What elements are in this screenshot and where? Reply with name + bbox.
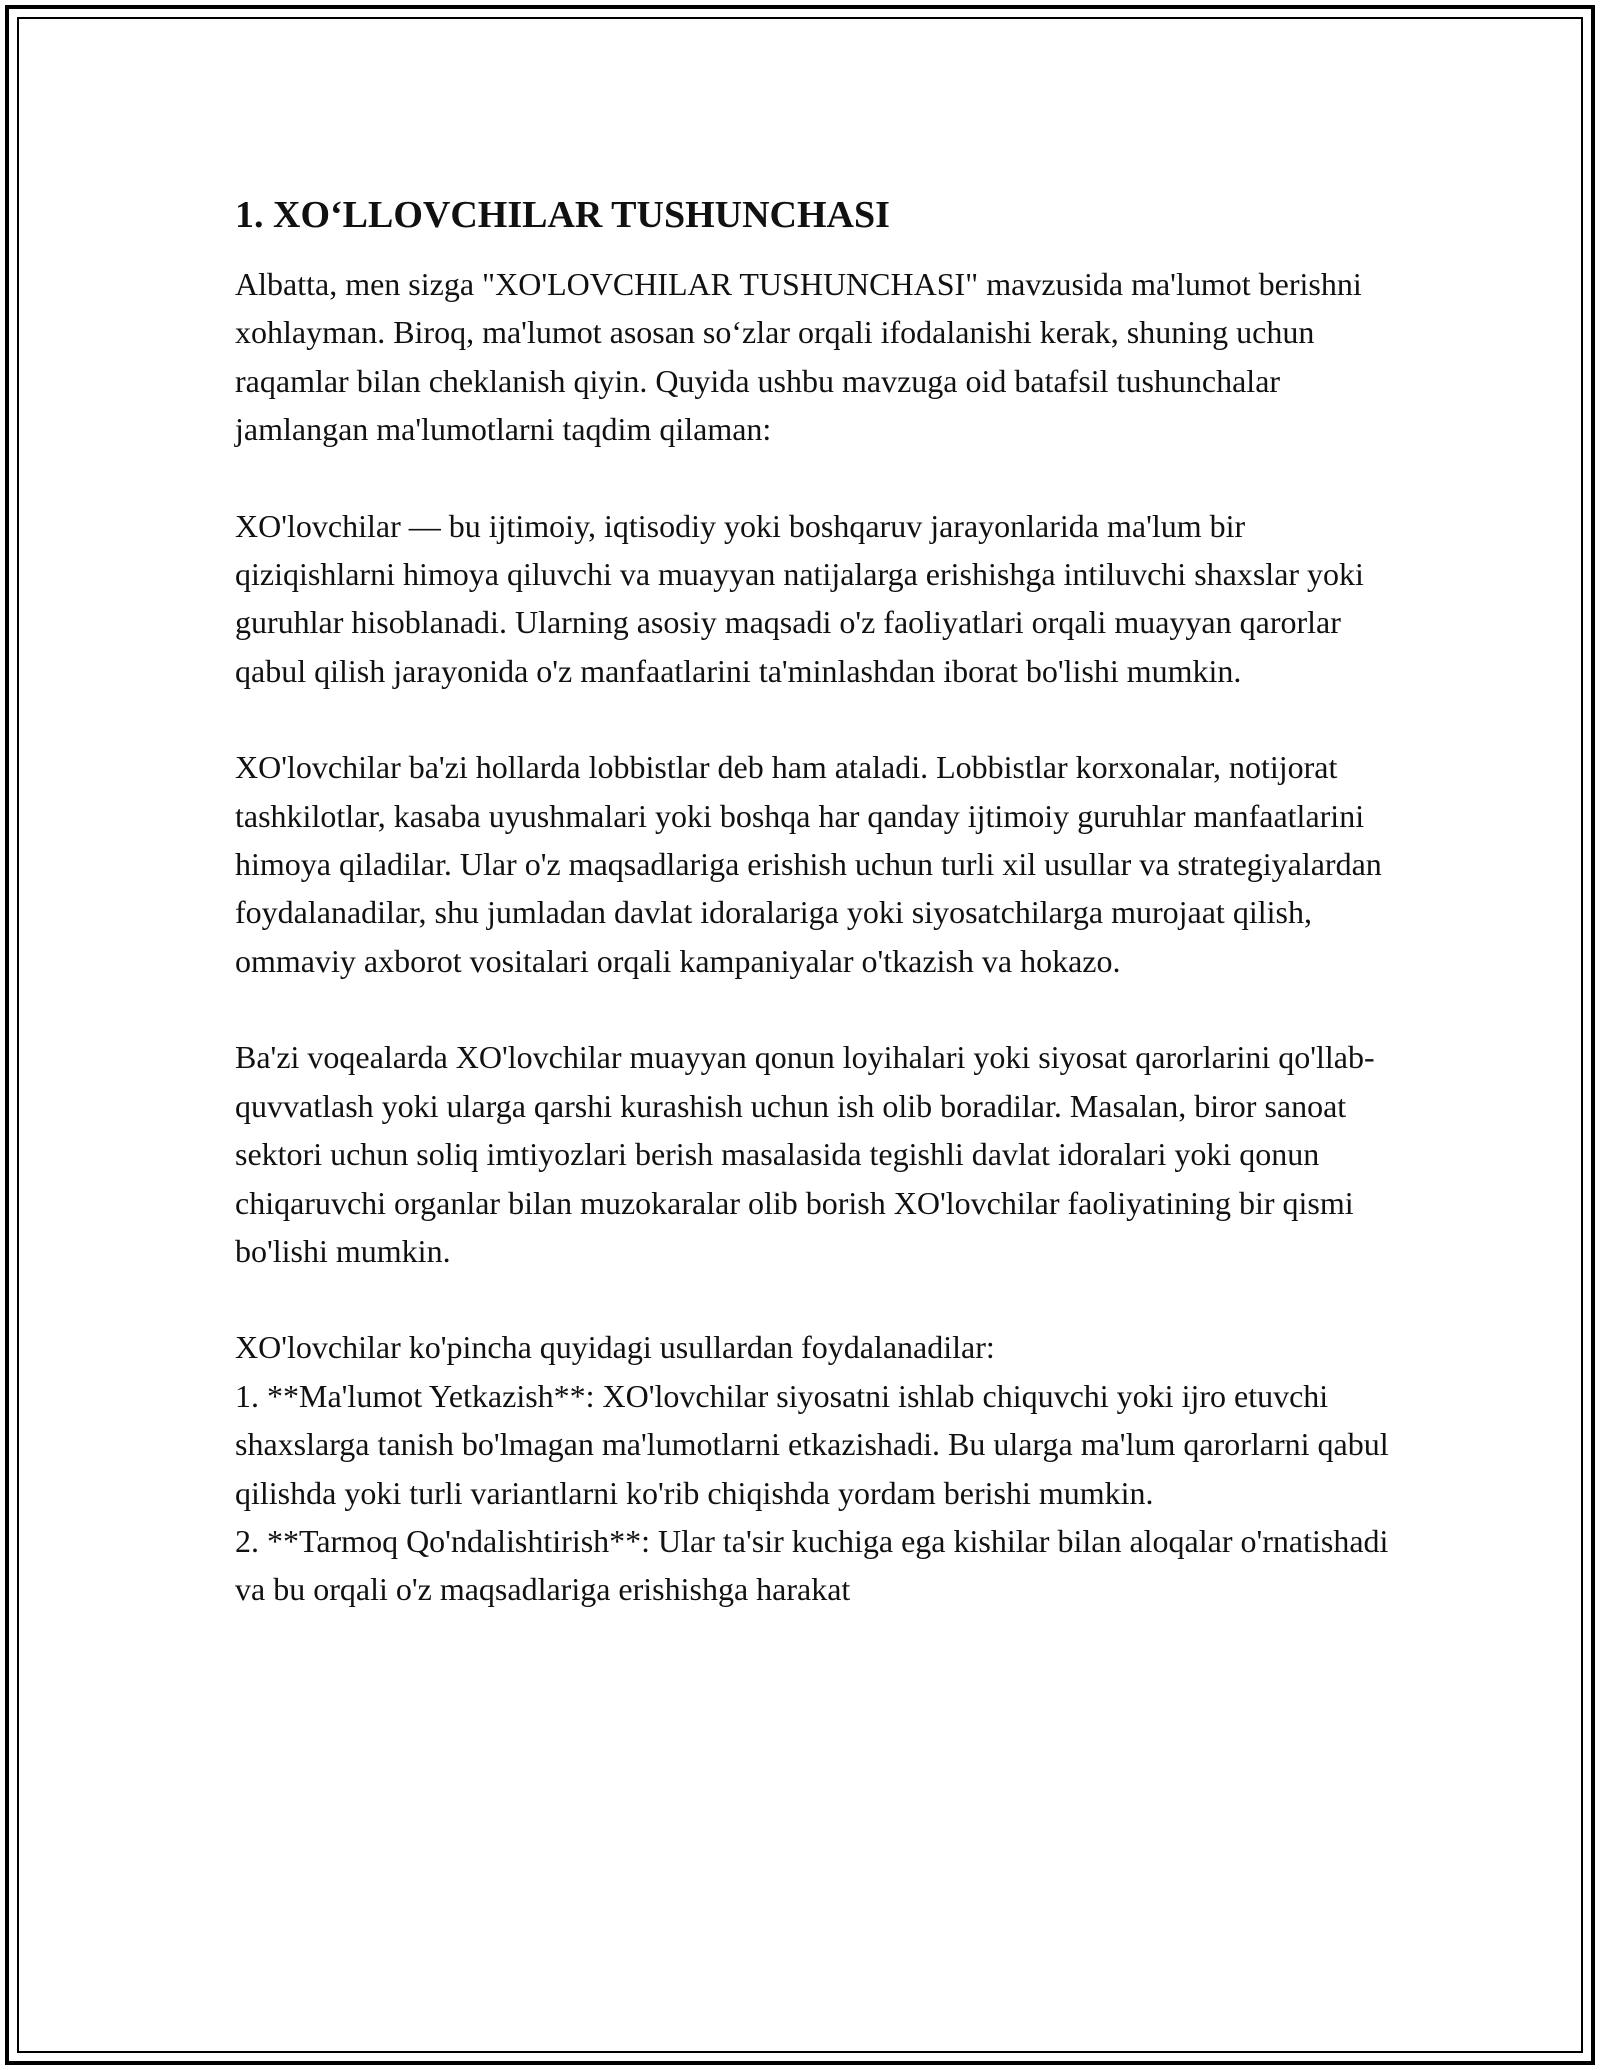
list-item: 1. **Ma'lumot Yetkazish**: XO'lovchilar siyosatni ishlab chiquvchi yoki ijro etuvchi shaxslarga tanish bo'lmagan ma'lumotlarni etkazishadi. Bu ularga ma'lum qarorlarni qabul qilishda yoki turli variantlarni ko'rib chiqishda yordam berishi mumkin.	[235, 1377, 1389, 1511]
list-item: 2. **Tarmoq Qo'ndalishtirish**: Ular ta'sir kuchiga ega kishilar bilan aloqalar o'rnatishadi va bu orqali o'z maqsadlariga erishishga harakat	[235, 1522, 1389, 1608]
document-page	[235, 190, 1395, 1614]
methods-list	[235, 1372, 1395, 1614]
document-title: 1. XO‘LLOVCHILAR TUSHUNCHASI	[235, 194, 890, 236]
paragraph-lobbyists: XO'lovchilar ba'zi hollarda lobbistlar deb ham ataladi. Lobbistlar korxonalar, notijorat tashkilotlar, kasaba uyushmalari yoki boshqa har qanday ijtimoiy guruhlar manfaatlarini himoya qiladilar. Ular o'z maqsadlariga erishish uchun turli xil usullar va strategiyalardan foydalanadilar, shu jumladan davlat idoralariga yoki siyosatchilarga murojaat qilish, ommaviy axborot vositalari orqali kampaniyalar o'tkazish va hokazo.	[235, 749, 1382, 979]
paragraph-legislation: Ba'zi voqealarda XO'lovchilar muayyan qonun loyihalari yoki siyosat qarorlarini qo'llab-quvvatlash yoki ularga qarshi kurashish uchun ish olib boradilar. Masalan, biror sanoat sektori uchun soliq imtiyozlari berish masalasida tegishli davlat idoralari yoki qonun chiqaruvchi organlar bilan muzokaralar olib borish XO'lovchilar faoliyatining bir qismi bo'lishi mumkin.	[235, 1039, 1375, 1269]
list-intro: XO'lovchilar ko'pincha quyidagi usullardan foydalanadilar:	[235, 1329, 995, 1366]
paragraph-intro: Albatta, men sizga "XO'LOVCHILAR TUSHUNCHASI" mavzusida ma'lumot berishni xohlayman. Biroq, ma'lumot asosan so‘zlar orqali ifodalanishi kerak, shuning uchun raqamlar bilan cheklanish qiyin. Quyida ushbu mavzuga oid batafsil tushunchalar jamlangan ma'lumotlarni taqdim qilaman:	[235, 266, 1362, 448]
paragraph-definition: XO'lovchilar — bu ijtimoiy, iqtisodiy yoki boshqaruv jarayonlarida ma'lum bir qiziqishlarni himoya qiluvchi va muayyan natijalarga erishishga intiluvchi shaxslar yoki guruhlar hisoblanadi. Ularning asosiy maqsadi o'z faoliyatlari orqali muayyan qarorlar qabul qilish jarayonida o'z manfaatlarini ta'minlashdan iborat bo'lishi mumkin.	[235, 507, 1364, 689]
